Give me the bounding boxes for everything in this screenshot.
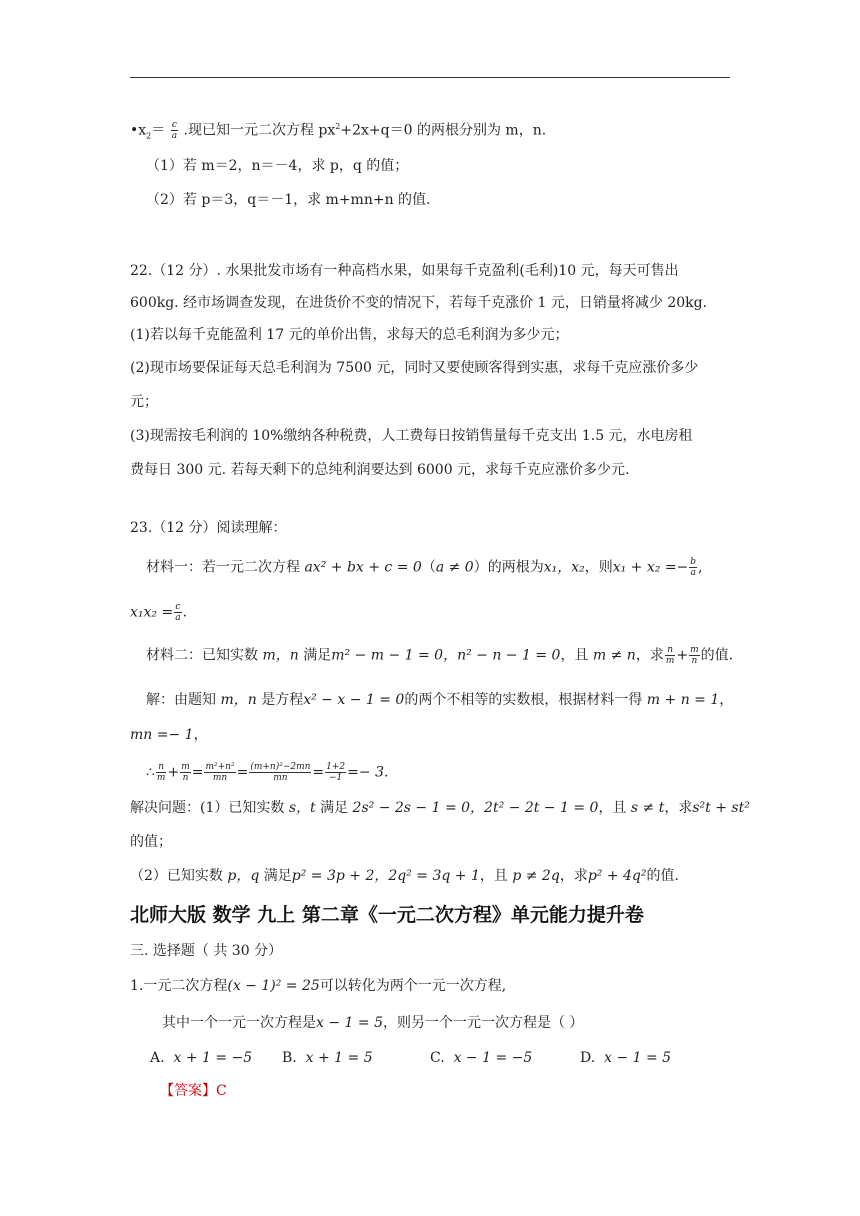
answer-label: 【答案】C [160, 1083, 227, 1099]
m1-prod-den: a [175, 613, 181, 623]
calc-plus: + [167, 764, 180, 781]
q22-line7: 费每日 300 元. 若每天剩下的总纯利润要达到 6000 元，求每千克应涨价多少元. [130, 462, 630, 478]
q1-b: 可以转化为两个一元一次方程, [319, 978, 507, 994]
p2-c: ，且 [479, 868, 513, 884]
option-a[interactable] [150, 1048, 252, 1068]
sol-sum: m + n = 1 [646, 692, 720, 708]
header-rule [130, 77, 730, 78]
calc-frac2 [180, 762, 191, 783]
q21-fraction [171, 120, 178, 141]
m1-cond: a ≠ 0 [435, 559, 474, 576]
m2-c: ，且 [560, 647, 593, 664]
p2-vars: p，q [227, 868, 260, 884]
q21-sub1: （1）若 m＝2，n＝－4，求 p，q 的值； [146, 158, 409, 174]
q21-intro-sup: 2 [335, 122, 341, 131]
option-a-text: x + 1 = −5 [173, 1050, 253, 1066]
q22-line4: (2)现市场要保证每天总毛利润为 7500 元，同时又要使顾客得到实惠，求每千克应涨价多少 [130, 360, 699, 376]
q1-line2-b: ，则另一个一元一次方程是（ ） [382, 1015, 584, 1031]
q22-line3: (1)若以每千克能盈利 17 元的单价出售，求每天的总毛利润为多少元； [130, 327, 569, 343]
calc-eq3: = [312, 764, 325, 781]
option-c-text: x − 1 = −5 [453, 1050, 533, 1066]
option-b[interactable] [282, 1048, 373, 1068]
sol-b: 是方程 [256, 692, 304, 708]
q21-intro-sub: 2 [146, 131, 152, 141]
calc-f1-den: m [156, 773, 166, 783]
m1-prod-fraction [174, 602, 181, 623]
p1-cond: s ≠ t [630, 800, 665, 816]
option-c[interactable] [430, 1048, 532, 1068]
section-part: 三. 选择题（ 共 30 分） [130, 943, 283, 959]
p1-c: ，且 [598, 800, 631, 816]
p2-eq: p² = 3p + 2，2q² = 3q + 1 [291, 868, 480, 884]
therefore-symbol: ∴ [146, 764, 155, 781]
calc-f3-den: mn [212, 773, 228, 783]
m2-b: 满足 [298, 647, 332, 664]
option-b-label: B. [282, 1050, 297, 1066]
calc-frac3 [204, 762, 235, 783]
m2-frac1 [665, 645, 676, 666]
calc-eq1: = [191, 764, 204, 781]
calc-f5-den: −1 [329, 773, 343, 783]
m2-d: ，求 [635, 647, 664, 664]
option-c-label: C. [430, 1050, 445, 1066]
p1-eq: 2s² − 2s − 1 = 0，2t² − 2t − 1 = 0 [352, 800, 599, 816]
sol-prod: mn =− 1 [130, 727, 194, 743]
option-d[interactable] [580, 1048, 671, 1068]
p1-b: 满足 [315, 800, 353, 816]
q22-line2: 600kg. 经市场调查发现，在进货价不变的情况下，若每千克涨价 1 元，日销量将减少 20kg. [130, 295, 708, 311]
m1-sum-den: a [690, 568, 696, 578]
calc-frac1 [156, 762, 167, 783]
sol-e: ， [193, 727, 208, 743]
p1-a: 解决问题：(1）已知实数 [130, 800, 289, 816]
m2-eq: m² − m − 1 = 0，n² − n − 1 = 0 [331, 647, 561, 664]
p2-a: （2）已知实数 [130, 868, 228, 884]
calc-f1-num: n [156, 762, 167, 773]
sol-vars: m，n [220, 692, 257, 708]
q21-intro-c: +2x+q＝0 的两根分别为 m，n. [340, 122, 547, 139]
q1-a: 1.一元二次方程 [130, 978, 228, 994]
option-d-text: x − 1 = 5 [604, 1050, 672, 1066]
m2-frac2 [689, 645, 700, 666]
calc-frac4 [249, 762, 311, 783]
q21-sub2: （2）若 p＝3，q＝－1，求 m+mn+n 的值. [146, 192, 431, 208]
m2-f1-num: n [665, 645, 676, 656]
q1-given: x − 1 = 5 [316, 1015, 383, 1031]
calc-f4-num: (m+n)²−2mn [250, 762, 311, 772]
q22-line1: 22.（12 分）. 水果批发市场有一种高档水果，如果每千克盈利(毛利)10 元，每天可售出 [130, 263, 679, 279]
q21-frac-den: a [171, 131, 178, 142]
m2-e: 的值. [700, 647, 734, 664]
q23-solution-cont [130, 725, 208, 745]
m2-f1-den: m [665, 656, 675, 666]
p2-e: 的值. [646, 868, 679, 884]
m1-d: ，则 [584, 559, 613, 576]
m1-e: , [698, 559, 703, 576]
calc-f5-num: 1+2 [326, 762, 346, 772]
sol-eq: x² − x − 1 = 0 [303, 692, 405, 708]
q1-line2-a: 其中一个一元一次方程是 [162, 1015, 316, 1031]
m1-sum-fraction [689, 557, 697, 578]
m1-b: （ [421, 559, 436, 576]
q21-frac-num: c [171, 120, 177, 131]
sol-c: 的两个不相等的实数根，根据材料一得 [404, 692, 647, 708]
q22-line6: (3)现需按毛利润的 10%缴纳各种税费，人工费每日按销售量每千克支出 1.5 元，水电房租 [130, 428, 693, 444]
calc-f2-num: m [181, 762, 190, 772]
q21-intro [130, 117, 546, 146]
p2-b: 满足 [259, 868, 292, 884]
m2-vars: m，n [262, 647, 299, 664]
calc-eq2: = [236, 764, 249, 781]
m1-c: ）的两根为 [473, 559, 544, 576]
q23-material1-cont [130, 602, 187, 623]
q1-eq: (x − 1)² = 25 [227, 978, 320, 994]
q23-material1 [146, 557, 703, 578]
m1-sum: x₁ + x₂ =− [612, 559, 689, 576]
m1-prod: x₁x₂ = [130, 604, 174, 621]
q23-calculation [146, 762, 388, 783]
m1-eq: ax² + bx + c = 0 [304, 559, 422, 576]
q21-intro-a: •x [130, 122, 147, 139]
q21-intro-eq: ＝ [151, 122, 166, 139]
q23-material2 [146, 645, 733, 666]
option-a-label: A. [150, 1050, 165, 1066]
sol-d: ， [719, 692, 734, 708]
m1-roots: x₁，x₂ [543, 559, 585, 576]
p2-cond: p ≠ 2q [512, 868, 560, 884]
m1-a: 材料一：若一元二次方程 [146, 559, 305, 576]
choice-q1 [130, 976, 506, 996]
calc-f3-num: m²+n² [205, 762, 235, 772]
m2-a: 材料二：已知实数 [146, 647, 263, 664]
calc-f2-den: n [182, 773, 189, 783]
choice-q1-line2 [162, 1013, 583, 1033]
q23-problem1-cont: 的值； [130, 834, 172, 850]
sol-a: 解：由题知 [146, 692, 221, 708]
q23-solution [146, 690, 733, 710]
calc-f4-den: mn [273, 773, 288, 783]
p2-d: ，求 [559, 868, 588, 884]
m1-prod-num: c [175, 602, 181, 612]
m2-cond: m ≠ n [592, 647, 636, 664]
p1-expr: s²t + st² [692, 800, 750, 816]
p1-d: ，求 [664, 800, 693, 816]
calc-frac5 [325, 762, 346, 783]
p1-vars: s，t [288, 800, 316, 816]
m2-f2-num: m [690, 645, 699, 655]
q21-intro-b: .现已知一元二次方程 px [183, 122, 336, 139]
q22-line5: 元； [130, 394, 158, 410]
calc-result: =− 3. [347, 764, 389, 781]
q23-title: 23.（12 分）阅读理解： [130, 520, 287, 536]
m2-f2-den: n [691, 656, 698, 666]
section-heading: 北师大版 数学 九上 第二章《一元二次方程》单元能力提升卷 [130, 904, 644, 926]
q23-problem1 [130, 798, 750, 818]
m1-f: . [182, 604, 188, 621]
p2-expr: p² + 4q² [587, 868, 647, 884]
q23-problem2 [130, 866, 679, 886]
m1-sum-num: b [690, 557, 697, 567]
m2-plus: + [676, 647, 689, 664]
option-b-text: x + 1 = 5 [305, 1050, 373, 1066]
option-d-label: D. [580, 1050, 596, 1066]
